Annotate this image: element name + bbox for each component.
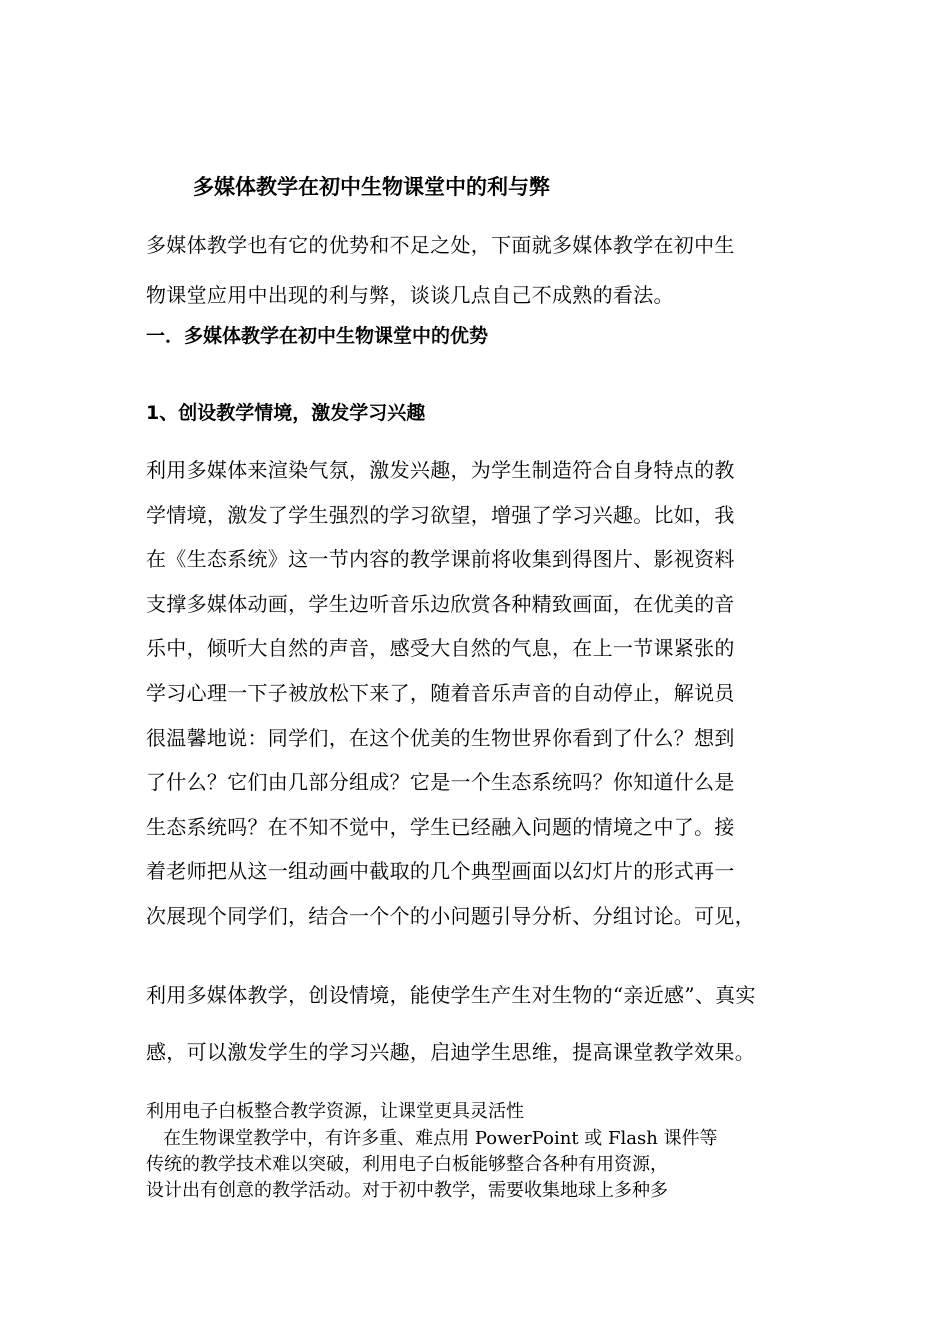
paragraph-2-line-2: 感，可以激发学生的学习兴趣，启迪学生思维，提高课堂教学效果。	[146, 1040, 755, 1064]
paragraph-3-line-2: 传统的教学技术难以突破，利用电子白板能够整合各种有用资源，	[146, 1154, 668, 1175]
paragraph-1-line-7: 很温馨地说：同学们，在这个优美的生物世界你看到了什么？想到	[146, 726, 735, 750]
paragraph-1-line-5: 乐中，倾听大自然的声音，感受大自然的气息，在上一节课紧张的	[146, 636, 735, 660]
section-1-heading: 一．多媒体教学在初中生物课堂中的优势	[146, 325, 489, 347]
paragraph-3-line-3: 设计出有创意的教学活动。对于初中教学，需要收集地球上多种多	[146, 1180, 668, 1201]
paragraph-1-line-2: 学情境，激发了学生强烈的学习欲望，增强了学习兴趣。比如，我	[146, 503, 735, 527]
paragraph-1-line-4: 支撑多媒体动画，学生边听音乐边欣赏各种精致画面，在优美的音	[146, 592, 735, 616]
intro-line-2: 物课堂应用中出现的利与弊，谈谈几点自己不成熟的看法。	[146, 283, 674, 307]
paragraph-3-line-1: 在生物课堂教学中，有许多重、难点用 PowerPoint 或 Flash 课件等	[146, 1128, 718, 1149]
paragraph-1-line-9: 生态系统吗？在不知不觉中，学生已经融入问题的情境之中了。接	[146, 815, 735, 839]
paragraph-1-line-10: 着老师把从这一组动画中截取的几个典型画面以幻灯片的形式再一	[146, 859, 735, 883]
subsection-2-heading: 利用电子白板整合教学资源，让课堂更具灵活性	[146, 1101, 524, 1122]
paragraph-1-line-8: 了什么？它们由几部分组成？它是一个生态系统吗？你知道什么是	[146, 770, 735, 794]
paragraph-1-line-1: 利用多媒体来渲染气氛，激发兴趣，为学生制造符合自身特点的教	[146, 458, 735, 482]
paragraph-2-line-1: 利用多媒体教学，创设情境，能使学生产生对生物的“亲近感”、真实	[146, 983, 756, 1007]
paragraph-1-line-11: 次展现个同学们，结合一个个的小问题引导分析、分组讨论。可见，	[146, 904, 755, 928]
intro-line-1: 多媒体教学也有它的优势和不足之处，下面就多媒体教学在初中生	[146, 233, 735, 257]
paragraph-1-line-3: 在《生态系统》这一节内容的教学课前将收集到得图片、影视资料	[146, 547, 735, 571]
paragraph-1-line-6: 学习心理一下子被放松下来了，随着音乐声音的自动停止，解说员	[146, 681, 735, 705]
document-title: 多媒体教学在初中生物课堂中的利与弊	[193, 175, 550, 199]
subsection-1-heading: 1、创设教学情境，激发学习兴趣	[146, 402, 426, 424]
